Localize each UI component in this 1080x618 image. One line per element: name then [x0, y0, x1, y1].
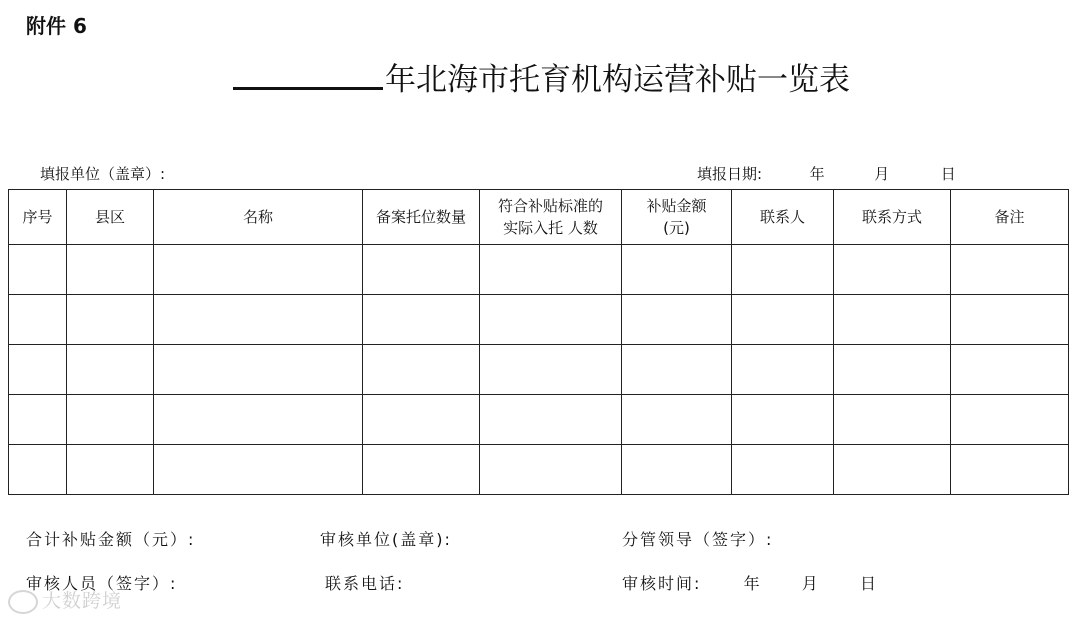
- col-header-eligible-enrollment: 符合补贴标准的 实际入托 人数: [480, 190, 622, 245]
- table-row: [9, 245, 1069, 295]
- reviewer-signature-label: 审核人员（签字）:: [26, 574, 178, 593]
- col-header-registered-slots: 备案托位数量: [363, 190, 480, 245]
- review-time-month: 月: [801, 574, 820, 593]
- fill-date-day: 日: [940, 165, 956, 183]
- table-cell[interactable]: [154, 395, 363, 445]
- table-cell[interactable]: [480, 295, 622, 345]
- table-cell[interactable]: [951, 395, 1069, 445]
- table-cell[interactable]: [9, 445, 67, 495]
- table-cell[interactable]: [9, 245, 67, 295]
- watermark: [8, 586, 122, 614]
- table-cell[interactable]: [834, 245, 951, 295]
- table-cell[interactable]: [480, 245, 622, 295]
- table-cell[interactable]: [622, 295, 732, 345]
- col-header-subsidy-amount: 补贴金额 (元): [622, 190, 732, 245]
- table-cell[interactable]: [154, 295, 363, 345]
- table-cell[interactable]: [732, 245, 834, 295]
- table-cell[interactable]: [67, 395, 154, 445]
- subsidy-table: [8, 189, 1069, 495]
- table-cell[interactable]: [67, 445, 154, 495]
- table-cell[interactable]: [154, 445, 363, 495]
- table-cell[interactable]: [9, 395, 67, 445]
- table-cell[interactable]: [363, 245, 480, 295]
- col-header-county: 县区: [67, 190, 154, 245]
- table-cell[interactable]: [363, 445, 480, 495]
- table-cell[interactable]: [622, 345, 732, 395]
- table-cell[interactable]: [951, 445, 1069, 495]
- title-text: 年北海市托育机构运营补贴一览表: [385, 62, 850, 98]
- table-cell[interactable]: [480, 395, 622, 445]
- review-time-year: 年: [743, 574, 762, 593]
- attachment-label: 附件 6: [26, 14, 87, 38]
- review-time-day: 日: [860, 574, 879, 593]
- table-cell[interactable]: [480, 445, 622, 495]
- table-cell[interactable]: [67, 245, 154, 295]
- table-row: [9, 295, 1069, 345]
- col-header-contact-method: 联系方式: [834, 190, 951, 245]
- table-cell[interactable]: [951, 345, 1069, 395]
- fill-date-label: 填报日期:: [697, 165, 763, 183]
- table-cell[interactable]: [732, 445, 834, 495]
- table-cell[interactable]: [363, 295, 480, 345]
- review-time: [622, 571, 878, 594]
- table-cell[interactable]: [834, 445, 951, 495]
- review-unit-label: 审核单位(盖章):: [320, 530, 452, 549]
- swirl-logo-icon: [8, 590, 38, 614]
- table-cell[interactable]: [622, 245, 732, 295]
- page-title: [233, 54, 850, 99]
- col-header-contact-person: 联系人: [732, 190, 834, 245]
- table-cell[interactable]: [9, 295, 67, 345]
- watermark-text: 大数跨境: [42, 590, 123, 612]
- table-cell[interactable]: [951, 245, 1069, 295]
- title-year-blank: [233, 61, 383, 90]
- table-cell[interactable]: [480, 345, 622, 395]
- table-cell[interactable]: [732, 345, 834, 395]
- fill-unit-label: 填报单位（盖章）:: [40, 165, 166, 183]
- table-cell[interactable]: [154, 245, 363, 295]
- table-cell[interactable]: [363, 395, 480, 445]
- table-cell[interactable]: [9, 345, 67, 395]
- leader-signature-label: 分管领导（签字）:: [622, 530, 774, 549]
- table-cell[interactable]: [363, 345, 480, 395]
- total-subsidy-label: 合计补贴金额（元）:: [26, 530, 196, 549]
- table-row: [9, 445, 1069, 495]
- table-cell[interactable]: [834, 395, 951, 445]
- col-header-name: 名称: [154, 190, 363, 245]
- table-cell[interactable]: [732, 295, 834, 345]
- table-row: [9, 345, 1069, 395]
- table-cell[interactable]: [834, 295, 951, 345]
- review-time-label: 审核时间:: [622, 574, 702, 593]
- table-cell[interactable]: [834, 345, 951, 395]
- table-cell[interactable]: [622, 395, 732, 445]
- col-header-remarks: 备注: [951, 190, 1069, 245]
- fill-date-year: 年: [809, 165, 825, 183]
- table-cell[interactable]: [67, 345, 154, 395]
- table-cell[interactable]: [732, 395, 834, 445]
- fill-date-month: 月: [874, 165, 890, 183]
- contact-phone-label: 联系电话:: [325, 574, 405, 593]
- table-cell[interactable]: [154, 345, 363, 395]
- table-cell[interactable]: [951, 295, 1069, 345]
- table-header-row: [9, 190, 1069, 245]
- fill-date: [697, 163, 956, 184]
- table-cell[interactable]: [622, 445, 732, 495]
- table-cell[interactable]: [67, 295, 154, 345]
- table-row: [9, 395, 1069, 445]
- col-header-index: 序号: [9, 190, 67, 245]
